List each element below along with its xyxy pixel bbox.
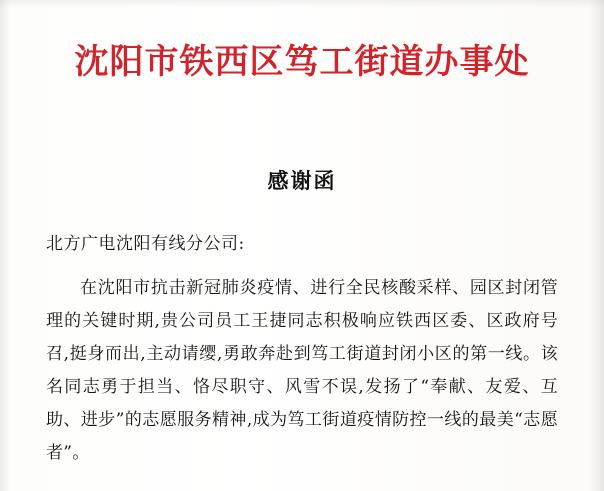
body-paragraph: 在沈阳市抗击新冠肺炎疫情、进行全民核酸采样、园区封闭管理的关键时期,贵公司员工王捷同志积极响应铁西区委、区政府号召,挺身而出,主动请缨,勇敢奔赴到笃工街道封闭小区的第一线。该名同志勇于担当、恪尽职守、风雪不误,发扬了“奉献、友爱、互助、进步”的志愿服务精神,成为笃工街道疫情防控一线的最美“志愿者”。: [46, 277, 558, 463]
letterhead-title: 沈阳市铁西区笃工街道办事处: [74, 42, 530, 82]
document-title: 感谢函: [267, 167, 337, 193]
salutation: 北方广电沈阳有线分公司:: [46, 233, 245, 254]
body-text: [46, 272, 558, 470]
letterhead-divider: [46, 105, 558, 107]
